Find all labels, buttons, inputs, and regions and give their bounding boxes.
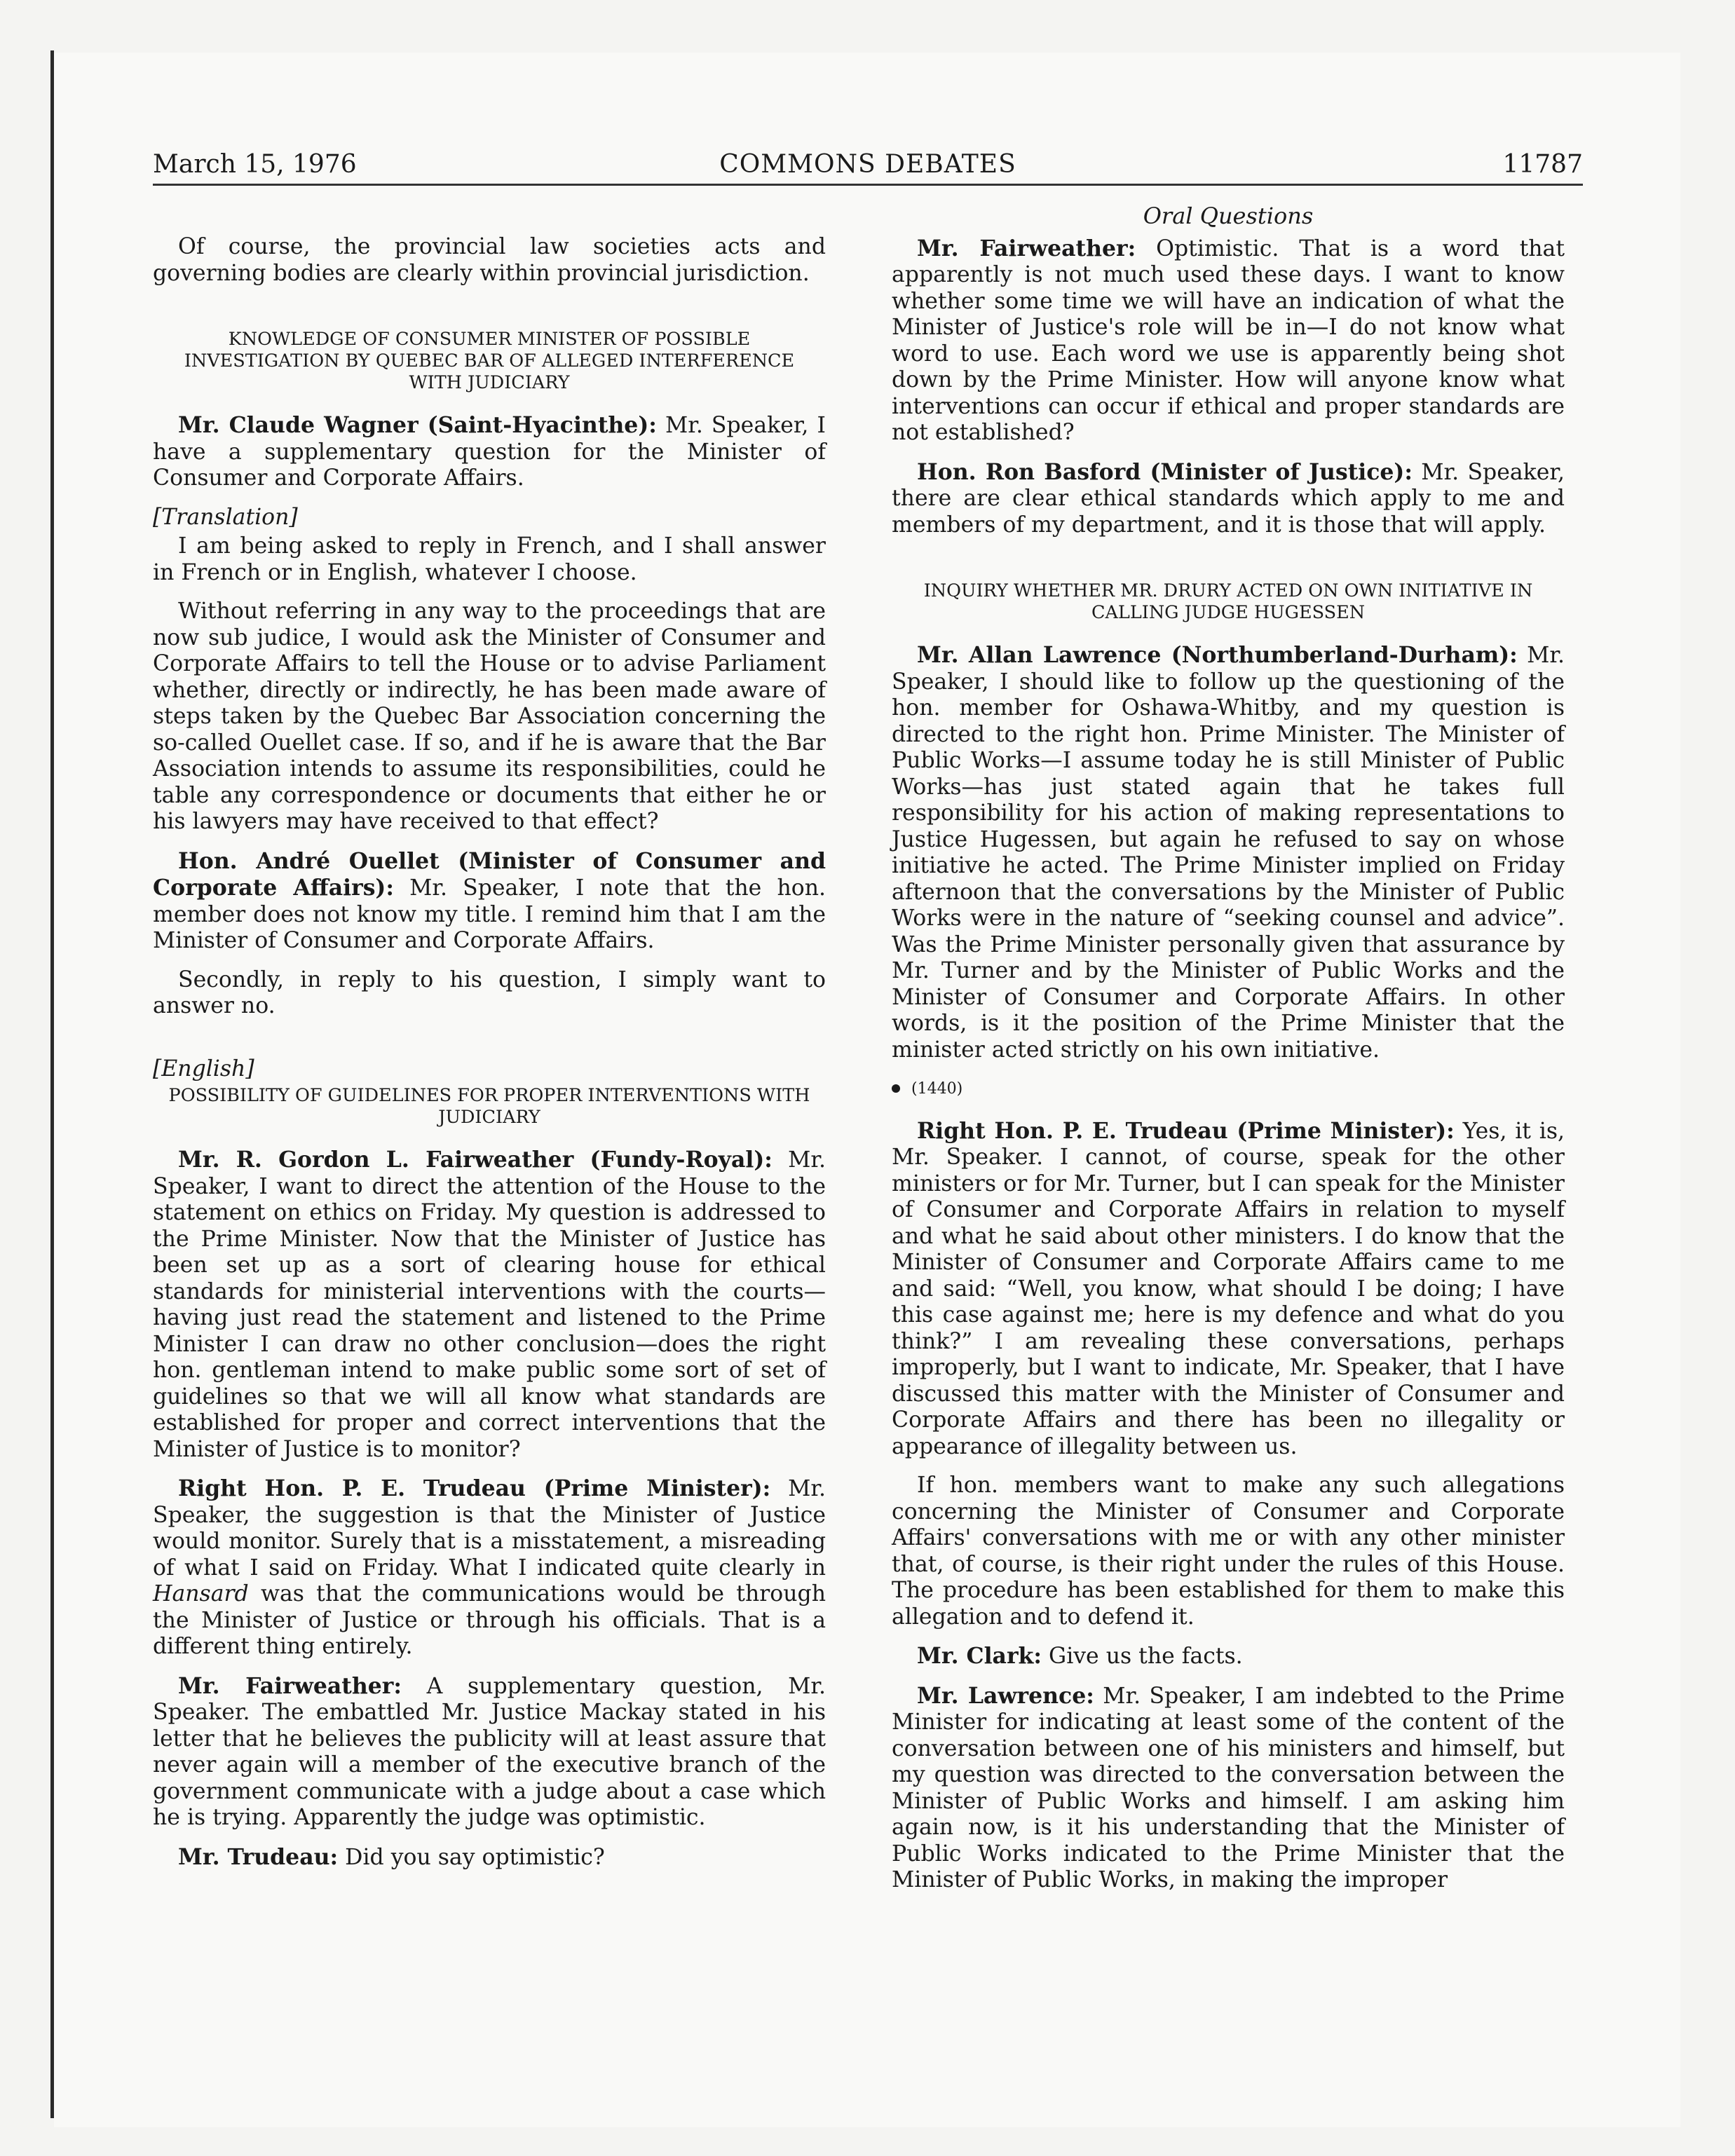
speech-text: A supplementary question, Mr. Speaker. The embattled Mr. Justice Mackay stated in his letter that he believes the publicity will at least assure that never again will a member of the executive branch of the government communicate with a judge about a case which he is trying. Apparently the judge was optimistic. bbox=[153, 1673, 826, 1830]
paragraph bbox=[892, 236, 1565, 446]
speech-text: Did you say optimistic? bbox=[338, 1844, 605, 1870]
paragraph bbox=[892, 459, 1565, 539]
language-marker: [English] bbox=[153, 1056, 254, 1082]
paragraph: Without referring in any way to the proceedings that are now sub judice, I would ask the Minister of Consumer and Corporate Affairs to tell the House or to advise Parliament whether, directly or indirectly, he has been made aware of steps taken by the Quebec Bar Association concerning the so-called Ouellet case. If so, and if he is aware that the Bar Association intends to assume its responsibilities, could he table any correspondence or documents that either he or his lawyers may have received to that effect? bbox=[153, 599, 826, 834]
speaker-name: Hon. André Ouellet (Minister of Consumer and Corporate Affairs): bbox=[153, 847, 826, 901]
paragraph bbox=[153, 412, 826, 492]
section-heading: KNOWLEDGE OF CONSUMER MINISTER OF POSSIBLE INVESTIGATION BY QUEBEC BAR OF ALLEGED INTERFERENCE WITH JUDICIARY bbox=[184, 329, 795, 393]
language-marker: [Translation] bbox=[153, 504, 298, 530]
section-heading: POSSIBILITY OF GUIDELINES FOR PROPER INTERVENTIONS WITH JUDICIARY bbox=[168, 1085, 810, 1128]
paragraph bbox=[892, 1118, 1565, 1461]
speaker-name: Mr. Fairweather: bbox=[178, 1672, 402, 1699]
paragraph: If hon. members want to make any such allegations concerning the Minister of Consumer and Corporate Affairs' conversations with me or with any other minister that, of course, is their right under the rules of this House. The procedure has been established for them to make this allegation and to defend it. bbox=[892, 1473, 1565, 1630]
speaker-name: Mr. Lawrence: bbox=[917, 1682, 1094, 1709]
speaker-name: Mr. Claude Wagner (Saint-Hyacinthe): bbox=[178, 412, 657, 438]
speech-text: Mr. Speaker, I am indebted to the Prime Minister for indicating at least some of the content of the conversation between one of his ministers and himself, but my question was directed to the conversation between the Minister of Public Works and himself. I am asking him again now, is it his understanding that the Minister of Public Works indicated to the Prime Minister that the Minister of Public Works, in making the improper bbox=[892, 1683, 1565, 1892]
speech-text: Yes, it is, Mr. Speaker. I cannot, of course, speak for the other ministers or for Mr. Turner, but I can speak for the Minister of Consumer and Corporate Affairs in relation to myself and what he said about other ministers. I do know that the Minister of Consumer and Corporate Affairs came to me and said: “Well, you know, what should I be doing; I have this case against me; here is my defence and what do you think?” I am revealing these conversations, perhaps improperly, but I want to indicate, Mr. Speaker, that I have discussed this matter with the Minister of Consumer and Corporate Affairs and there has been no illegality or appearance of illegality between us. bbox=[892, 1118, 1565, 1459]
header-page-number: 11787 bbox=[1502, 150, 1583, 179]
bullet-icon bbox=[892, 1084, 900, 1093]
speech-text: Mr. Speaker, I want to direct the attention of the House to the statement on ethics on Friday. My question is addressed to the Prime Minister. Now that the Minister of Justice has been set up as a sort of clearing house for ethical standards for ministerial interventions with the courts—having just read the statement and listened to the Prime Minister I can draw no other conclusion—does the right hon. gentleman intend to make public some sort of set of guidelines so that we will all know what standards are established for proper and correct interventions that the Minister of Justice is to monitor? bbox=[153, 1147, 826, 1462]
paragraph bbox=[892, 1683, 1565, 1894]
speaker-name: Right Hon. P. E. Trudeau (Prime Minister): bbox=[178, 1475, 771, 1501]
speech-text: Mr. Speaker, there are clear ethical standards which apply to me and members of my department, and it is those that will apply. bbox=[892, 459, 1565, 538]
paragraph: I am being asked to reply in French, and I shall answer in French or in English, whatever I choose. bbox=[153, 533, 826, 585]
speaker-name: Mr. R. Gordon L. Fairweather (Fundy-Royal): bbox=[178, 1147, 773, 1173]
section-heading: INQUIRY WHETHER MR. DRURY ACTED ON OWN INITIATIVE IN CALLING JUDGE HUGESSEN bbox=[923, 580, 1533, 623]
speech-text: Give us the facts. bbox=[1042, 1644, 1243, 1669]
speech-text: Mr. Speaker, I should like to follow up the questioning of the hon. member for Oshawa-Whitby, and my question is directed to the right hon. Prime Minister. The Minister of Public Works—I assume today he is still Minister of Public Works—has just stated again that he takes full responsibility for his action of making representations to Justice Hugessen, but again he refused to say on whose initiative he acted. The Prime Minister implied on Friday afternoon that the conversations by the Minister of Public Works were in the nature of “seeking counsel and advice”. Was the Prime Minister personally given that assurance by Mr. Turner and by the Minister of Public Works and the Minister of Consumer and Corporate Affairs. In other words, is it the position of the Prime Minister that the minister acted strictly on his own initiative. bbox=[892, 643, 1565, 1063]
paragraph: Secondly, in reply to his question, I simply want to answer no. bbox=[153, 967, 826, 1018]
time-marker bbox=[892, 1076, 1565, 1103]
paragraph bbox=[153, 1673, 826, 1831]
page-header bbox=[153, 147, 1583, 186]
paragraph bbox=[153, 1844, 826, 1871]
paragraph bbox=[892, 1643, 1565, 1670]
hansard-reference: Hansard bbox=[153, 1581, 249, 1606]
paragraph bbox=[153, 848, 826, 955]
speaker-name: Mr. Trudeau: bbox=[178, 1843, 339, 1870]
paragraph bbox=[153, 1475, 826, 1660]
speaker-name: Mr. Allan Lawrence (Northumberland-Durham): bbox=[917, 642, 1518, 668]
right-column bbox=[892, 203, 1565, 1906]
speech-text: Mr. Speaker, I have a supplementary question for the Minister of Consumer and Corporate Affairs. bbox=[153, 413, 826, 491]
running-head: Oral Questions bbox=[1143, 203, 1314, 229]
header-title: COMMONS DEBATES bbox=[719, 150, 1016, 179]
speech-text: Mr. Speaker, the suggestion is that the Minister of Justice would monitor. Surely that is a misstatement, a misreading of what I said on Friday. What I indicated quite clearly in bbox=[153, 1476, 826, 1581]
paragraph bbox=[892, 642, 1565, 1063]
left-column bbox=[153, 203, 826, 1883]
header-date: March 15, 1976 bbox=[153, 150, 357, 179]
speaker-name: Mr. Clark: bbox=[917, 1643, 1042, 1669]
time-marker-text: (1440) bbox=[911, 1080, 963, 1098]
speech-text: Optimistic. That is a word that apparently is not much used these days. I want to know whether some time we will have an indication of what the Minister of Justice's role will be in—I do not know what word to use. Each word we use is apparently being shot down by the Prime Minister. How will anyone know what interventions can occur if ethical and proper standards are not established? bbox=[892, 236, 1565, 445]
speech-text: was that the communications would be through the Minister of Justice or through his officials. That is a different thing entirely. bbox=[153, 1581, 826, 1659]
speaker-name: Hon. Ron Basford (Minister of Justice): bbox=[917, 458, 1413, 485]
paragraph bbox=[153, 1147, 826, 1463]
speaker-name: Mr. Fairweather: bbox=[917, 235, 1136, 261]
speaker-name: Right Hon. P. E. Trudeau (Prime Minister): bbox=[917, 1117, 1455, 1144]
paragraph: Of course, the provincial law societies acts and governing bodies are clearly within provincial jurisdiction. bbox=[153, 234, 826, 286]
speech-text: Mr. Speaker, I note that the hon. member does not know my title. I remind him that I am the Minister of Consumer and Corporate Affairs. bbox=[153, 875, 826, 953]
